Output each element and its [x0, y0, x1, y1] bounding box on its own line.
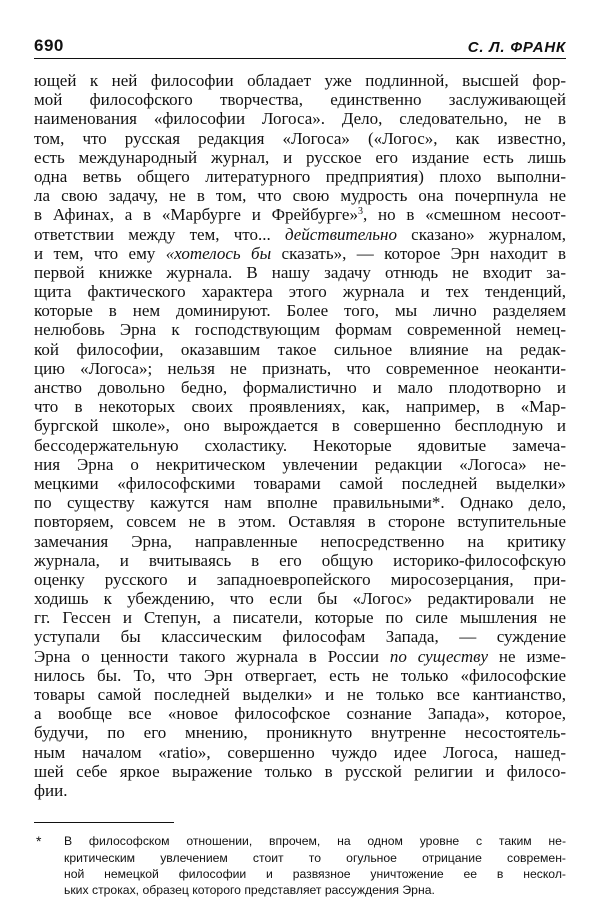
text-line: том, что русская редакция «Логоса» («Логос», как известно,: [34, 128, 566, 148]
text-segment: в Афинах, а в «Марбурге и Фрейбурге»: [34, 205, 358, 225]
text-segment: сказать», — которое Эрн находит в: [271, 243, 566, 263]
text-line: кой философии, оказавшим такое сильное влияние на редак-: [34, 339, 566, 359]
text-line: анство довольно бедно, формалистично и мало плодотворно и: [34, 378, 566, 397]
text-segment: Эрна о ценности такого журнала в России: [34, 646, 379, 666]
quote-mark: «: [165, 243, 175, 263]
italic-emphasis: по существу: [389, 646, 489, 666]
italic-text: хотелось бы: [174, 243, 272, 263]
text-line: цию «Логоса»; нельзя не признать, что современное неоканти-: [34, 358, 566, 378]
text-line: мецкими «философскими товарами самой последней выделки»: [34, 473, 566, 493]
text-line: [34, 225, 566, 244]
text-segment: не изме-: [488, 646, 566, 666]
text-line: ла свою задачу, не в том, что свою мудрость она почерпнула не: [34, 186, 566, 206]
text-line: товары самой последней выделки» и не только все кантианство,: [34, 685, 566, 704]
text-line: одна ветвь общего литературного предприятия) плохо выполни-: [34, 166, 566, 186]
text-line: замечания Эрна, направленные непосредственно на критику: [34, 531, 566, 551]
text-line: шей себе яркое выражение только в русской религии и филосо-: [34, 761, 566, 781]
text-line: [34, 244, 566, 263]
text-line: которые в нем доминируют. Более того, мы лично разделяем: [34, 301, 566, 321]
text-line: будучи, по его мнению, проникнуто внутренне несостоятель-: [34, 723, 566, 743]
book-page: [34, 34, 566, 899]
footnote-line: критическим увлечением стоит то огульное отрицание современ-: [64, 850, 566, 865]
text-segment: ответствии между тем, что...: [34, 224, 271, 244]
text-line: наименования «философии Логоса». Дело, следовательно, не в: [34, 109, 566, 129]
text-line: оценку русского и западноевропейского миросозерцания, при-: [34, 569, 566, 589]
text-line: ющей к ней философии обладает уже подлинной, высшей фор-: [34, 71, 566, 90]
main-text: [34, 71, 566, 800]
text-line: гг. Гессен и Степун, а писатели, которые по силе мышления не: [34, 608, 566, 628]
text-line: мой философского творчества, единственно заслуживающей: [34, 90, 566, 110]
text-line: что в некоторых своих проявлениях, как, например, в «Мар-: [34, 397, 566, 417]
footnote-divider: [34, 822, 174, 823]
text-line: есть международный журнал, и русское его издание есть лишь: [34, 147, 566, 167]
footnote-line: В философском отношении, впрочем, на одном уровне с таким не-: [64, 834, 566, 849]
text-line: журнала, и вчитываясь в его общую историко-философскую: [34, 550, 566, 570]
text-segment: по существу кажутся нам вполне правильными: [34, 493, 432, 513]
text-line: ходишь к убеждению, что если бы «Логос» редактировали не: [34, 589, 566, 609]
text-line: повторяем, совсем не в этом. Оставляя в стороне вступительные: [34, 512, 566, 532]
footnote-reference: 3: [357, 206, 363, 218]
text-line: нелюбовь Эрна к господствующим формам современной немец-: [34, 320, 566, 340]
italic-emphasis: [166, 244, 271, 263]
italic-emphasis: действительно: [284, 224, 397, 244]
footnote: [34, 833, 566, 899]
running-head: [34, 34, 566, 59]
page-number: 690: [34, 36, 64, 55]
text-line: нилось бы. То, что Эрн отвергает, есть не только «философские: [34, 665, 566, 685]
text-line: первой книжке журнала. В нашу задачу отнюдь не входит за-: [34, 262, 566, 282]
text-line: щита фактического характера этого журнала и тех тенденций,: [34, 282, 566, 302]
text-segment: и тем, что ему: [34, 243, 156, 263]
text-line: [34, 205, 566, 224]
text-line: фии.: [34, 780, 68, 800]
text-line: а вообще все «новое философское сознание Запада», которое,: [34, 704, 566, 724]
text-line: [34, 647, 566, 666]
running-head-author: С. Л. ФРАНК: [467, 39, 566, 56]
text-line: [34, 493, 566, 512]
footnote-line: ьких строках, образец которого представляет рассуждения Эрна.: [64, 883, 435, 898]
text-segment: сказано» журналом,: [396, 224, 566, 244]
footnote-line: ной немецкой философии и развязное уничтожение ее в нескол-: [64, 866, 566, 881]
text-line: ния Эрна о некритическом увлечении редакции «Логоса» не-: [34, 454, 566, 474]
footnote-mark: *: [36, 833, 42, 850]
text-line: уступали бы классическим философам Запада, — суждение: [34, 627, 566, 647]
text-line: бессодержательную схоластику. Некоторые ядовитые замеча-: [34, 435, 566, 455]
text-segment: . Однако дело,: [440, 493, 566, 513]
text-segment: , но в «смешном несоот-: [362, 205, 566, 225]
text-line: бургской школе», оно вырождается в совершенно бесплодную и: [34, 416, 566, 436]
text-line: ным началом «ratio», совершенно чуждо идее Логоса, нашед-: [34, 742, 566, 762]
footnote-reference: *: [431, 493, 441, 513]
